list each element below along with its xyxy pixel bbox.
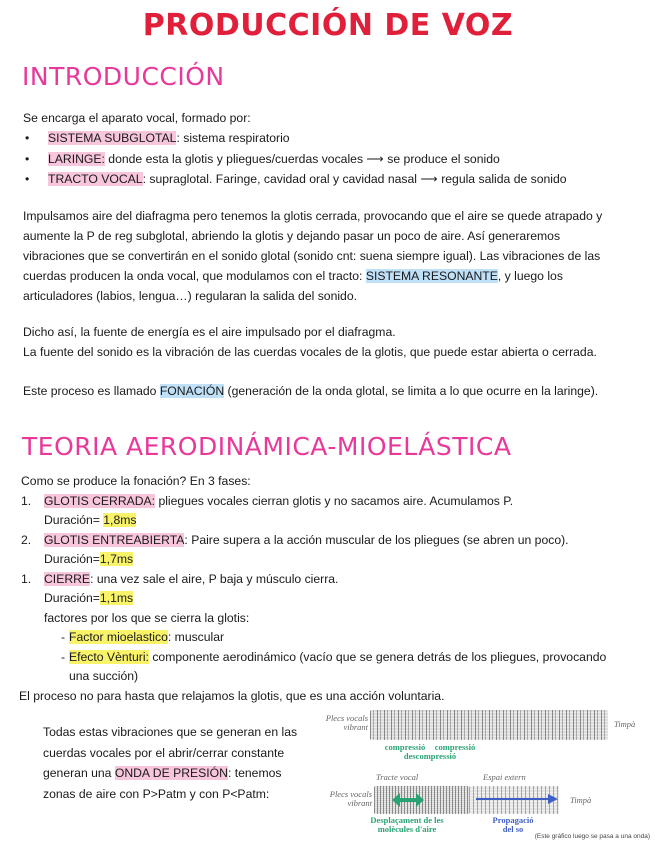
paragraph-line: articuladores (labios, lengua…) regularan la salida del sonido. bbox=[23, 289, 357, 303]
duration-value: 1,7ms bbox=[99, 552, 134, 566]
list-item bbox=[23, 169, 635, 190]
factor-text: : muscular bbox=[167, 630, 225, 644]
duration-label: Duración= bbox=[44, 513, 104, 527]
figure-label-compression-2: compressió bbox=[434, 742, 476, 752]
bullet-text: donde esta la glotis y pliegues/cuerdas vocales ⟶ se produce el sonido bbox=[104, 151, 500, 166]
paragraph-line: aumente la P de reg subglotal, abriendo la glotis y dejando pasar un poco de aire. Así generaremos bbox=[23, 229, 561, 243]
paragraph-line bbox=[23, 381, 635, 401]
phase-text: pliegues vocales cierran glotis y no sacamos aire. Acumulamos P. bbox=[155, 493, 514, 508]
duration-value: 1,1ms bbox=[99, 591, 134, 605]
intro-bullet-list bbox=[23, 128, 635, 190]
duration-label: Duración= bbox=[44, 591, 100, 605]
paragraph-line: cuerdas vocales por el abrir/cerrar constante bbox=[43, 745, 285, 760]
paragraph-line: vibraciones que se convertirán en el sonido glotal (sonido cnt: suena siempre igual). Las vibraciones de las bbox=[23, 249, 601, 263]
paragraph-line: La fuente del sonido es la vibración de las cuerdas vocales de la glotis, que puede estar abierta o cerrada. bbox=[23, 345, 597, 359]
paragraph-line: Dicho así, la fuente de energía es el aire impulsado por el diafragma. bbox=[23, 325, 396, 339]
theory-closing: El proceso no para hasta que relajamos la glotis, que es una acción voluntaria. bbox=[19, 688, 445, 703]
dash-icon: - bbox=[61, 649, 66, 664]
theory-block bbox=[21, 471, 633, 705]
intro-lead-block bbox=[23, 108, 635, 190]
term-sistema-subglotal: SISTEMA SUBGLOTAL bbox=[48, 131, 177, 145]
figure-label-compression-1: compressió bbox=[384, 742, 426, 752]
phase-number: 1. bbox=[21, 493, 32, 508]
paragraph-line: zonas de aire con P>Patm y con P<Patm: bbox=[43, 786, 270, 801]
figure-footnote: (Este gráfico luego se pasa a una onda) bbox=[534, 833, 650, 840]
factor-continuation: una succión) bbox=[69, 669, 139, 683]
figure-label-eardrum-top: Timpà bbox=[614, 719, 636, 729]
theory-lead: Como se produce la fonación? En 3 fases: bbox=[21, 474, 251, 488]
term-fonacion: FONACIÓN bbox=[159, 384, 225, 398]
page-title: PRODUCCIÓN DE VOZ bbox=[142, 8, 514, 43]
term-glotis-cerrada: GLOTIS CERRADA: bbox=[44, 493, 156, 508]
figure-label-decompression: descompressió bbox=[403, 751, 457, 761]
bullet-text: : sistema respiratorio bbox=[176, 131, 290, 145]
intro-paragraph-2 bbox=[23, 322, 635, 362]
double-arrow-icon bbox=[392, 793, 424, 807]
term-onda-de-presion: ONDA DE PRESIÓN bbox=[114, 766, 228, 780]
pressure-wave-figure bbox=[318, 706, 652, 838]
factors-lead: factores por los que se cierra la glotis: bbox=[44, 610, 250, 625]
figure-caption-air-displacement: Desplaçament de les molècules d'aire bbox=[370, 815, 444, 834]
paragraph-text: generan una bbox=[43, 766, 115, 780]
factor-item bbox=[21, 647, 633, 667]
phase-duration bbox=[21, 510, 633, 530]
factor-item bbox=[21, 627, 633, 647]
phase-number: 1. bbox=[21, 571, 32, 586]
term-tracto-vocal: TRACTO VOCAL bbox=[48, 172, 143, 186]
section-heading-introduccion: INTRODUCCIÓN bbox=[22, 62, 225, 91]
phase-row bbox=[21, 569, 633, 589]
paragraph-line: Todas estas vibraciones que se generan en las bbox=[43, 725, 298, 739]
bullet-icon: • bbox=[25, 172, 30, 186]
figure-label-vocal-folds-bottom: Plecs vocals vibrant bbox=[329, 789, 372, 808]
figure-caption-sound-propagation: Propagació del so bbox=[492, 815, 534, 834]
bullet-icon: • bbox=[25, 151, 30, 166]
list-item bbox=[23, 128, 635, 149]
term-cierre: CIERRE bbox=[44, 571, 91, 586]
phase-row bbox=[21, 530, 633, 550]
bullet-icon: • bbox=[25, 131, 30, 145]
intro-paragraph-3 bbox=[23, 381, 635, 401]
term-glotis-entreabierta: GLOTIS ENTREABIERTA bbox=[44, 532, 185, 547]
paragraph-text: (generación de la onda glotal, se limita a lo que ocurre en la laringe). bbox=[224, 384, 599, 398]
duration-value: 1,8ms bbox=[103, 513, 137, 527]
paragraph-text: : tenemos bbox=[227, 766, 282, 780]
figure-label-eardrum-bottom: Timpà bbox=[570, 795, 592, 805]
phase-duration bbox=[21, 588, 633, 608]
bullet-text: : supraglotal. Faringe, cavidad oral y cavidad nasal ⟶ regula salida de sonido bbox=[142, 172, 567, 186]
phase-row bbox=[21, 491, 633, 511]
paragraph-text: , y luego los bbox=[497, 269, 563, 283]
factor-text: componente aerodinámico (vacío que se genera detrás de los pliegues, provocando bbox=[148, 649, 607, 664]
list-item bbox=[23, 149, 635, 170]
figure-label-vocal-folds-top: Plecs vocals vibrant bbox=[325, 713, 368, 732]
section-heading-teoria: TEORIA AERODINÁMICA-MIOELÁSTICA bbox=[22, 432, 512, 461]
duration-label: Duración= bbox=[44, 552, 100, 566]
figure-label-external-space: Espai extern bbox=[483, 772, 526, 782]
intro-lead: Se encarga el aparato vocal, formado por: bbox=[23, 111, 251, 125]
paragraph-text: cuerdas producen la onda vocal, que modulamos con el tracto: bbox=[23, 269, 366, 283]
term-laringe: LARINGE: bbox=[48, 151, 105, 166]
intro-paragraph-1 bbox=[23, 206, 635, 306]
paragraph-text: Este proceso es llamado bbox=[23, 384, 160, 398]
phase-text: : una vez sale el aire, P baja y músculo cierra. bbox=[90, 571, 339, 586]
term-factor-mioelastico: Factor mioelastico bbox=[69, 630, 168, 644]
paragraph-line bbox=[43, 763, 297, 784]
term-sistema-resonante: SISTEMA RESONANTE bbox=[365, 269, 498, 283]
paragraph-line: Impulsamos aire del diafragma pero tenemos la glotis cerrada, provocando que el aire se quede atrapado y bbox=[23, 209, 603, 223]
pressure-wave-text bbox=[43, 722, 297, 804]
phase-text: : Paire supera a la acción muscular de los pliegues (se abren un poco). bbox=[184, 532, 569, 547]
figure-label-vocal-tract: Tracte vocal bbox=[376, 772, 419, 782]
dash-icon: - bbox=[61, 630, 66, 644]
phase-duration bbox=[21, 549, 633, 569]
phase-number: 2. bbox=[21, 532, 32, 547]
right-arrow-icon bbox=[476, 794, 558, 804]
term-efecto-venturi: Efecto Vènturi: bbox=[69, 649, 149, 664]
paragraph-line bbox=[23, 266, 635, 286]
